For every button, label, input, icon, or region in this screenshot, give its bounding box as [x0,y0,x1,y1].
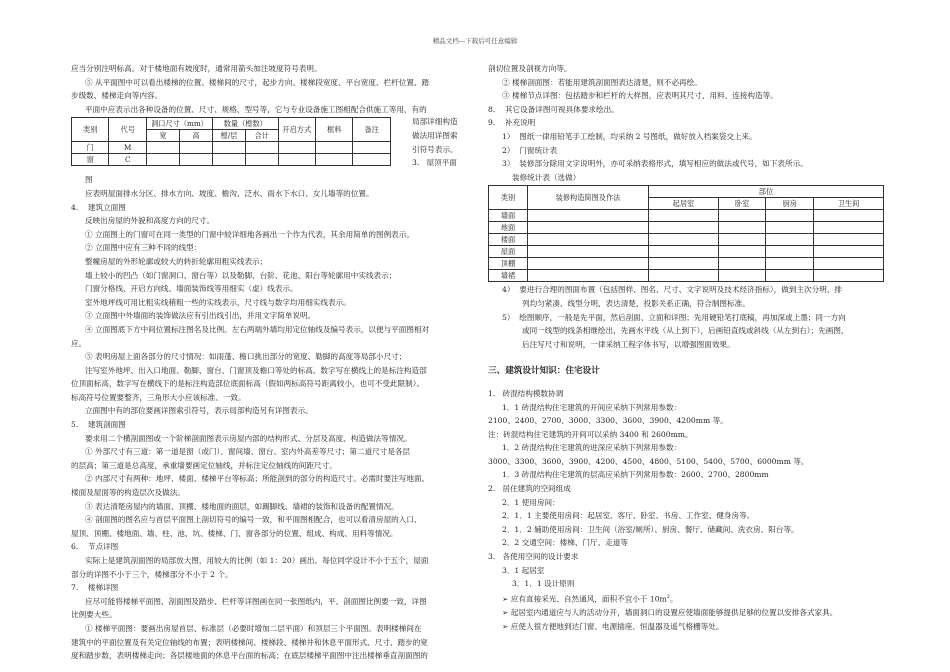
text-line: ① 立面图上的门窗可在同一类型的门窗中较详细地各画出一个作为代表，其余用简单的图例表示。 [85,229,414,239]
decoration-table [488,185,884,282]
text-line: 屋顶、顶棚、楼地面、墙、柱、池、坑、楼梯、门、窗各部分的位置、组成、构成、用料等情况。 [71,528,398,538]
table-header: 类别 [489,186,528,210]
table-row [489,222,884,234]
table-row [489,210,884,222]
table-header: 合计 [245,130,278,142]
text-line: 或同一线型的线条相继绘出，先画水平线（从上到下），后画铅直线或斜线（从左到右）；先画图， [522,326,849,336]
table-header: 类别 [72,118,109,142]
text-line: 整幢房屋的外形轮廓或较大的转折轮廓用粗实线表示； [85,256,268,266]
bullet-text: 应使人很方便地到达门窗、电源插座、恒温器及遥气格栅等处。 [510,621,724,631]
text-line: 墙上较小的凹凸（如门窗洞口、窗台等）以及勒脚、台阶、花池、阳台等轮廓用中实线表示； [85,270,397,280]
text-line: 1．3 砖混结构住宅建筑的层高应采纳下列常用参数：2600、2700、2800mm [502,470,769,480]
text-line: ① 外部尺寸有三道：第一道是窗（或门）、窗间墙、窗台、室内外高差等尺寸；第二道尺寸是各层 [85,447,411,457]
table-header: 卧室 [718,198,766,210]
text-line: 3．1．1 设计原则 [512,579,575,589]
text-line: 注：砖混结构住宅建筑的开间可以采纳 3400 和 2600mm。 [488,429,693,439]
text-line: 图 [85,175,93,185]
text-line: 1） 图纸一律用铅笔手工绘制，均采纳 2 号图纸，做好放入档案袋交上来。 [502,131,757,141]
text-line: 3．1 起居室 [502,565,545,575]
table-header: 起居室 [649,198,719,210]
text-line: ① 楼梯平面图：要画出房屋首层、标准层（必要时增加二层平面）和顶层三个平面图。表明楼梯间在 [85,623,422,633]
table-header: 高 [179,130,212,142]
table-row [489,258,884,270]
text-line: 立面图中有的部位要画详图索引符号，表示局部构造另有详图表示。 [85,406,313,416]
bullet-arrow-icon: ➢ [502,621,509,631]
table-caption: 装修统计表（选做） [512,172,581,182]
text-line: 4） 要进行合理的图面布置（包括图样、图名、尺寸、文字说明及技术经济指标），做到主次分明、排 [502,285,842,295]
table-row [489,234,884,246]
text-line: ③ 立面图中外墙面的装饰做法应有引出线引出，并用文字简单说明。 [85,311,316,321]
text-line: 平面中应表示出各种设备的位置、尺寸、规格、型号等，它与专业设备施工图相配合供施工等用，有的 [85,104,427,114]
text-line: 2．1 使用房间： [502,497,560,507]
text-line: 应当分别注明标高。对于楼地面有坡度时，通常用箭头加注坡度符号表明。 [71,64,322,73]
text-line: 比例要大些。 [71,610,117,620]
text-line: 步级数、楼梯走向等内容。 [71,91,163,101]
text-line: 反映出房屋的外貌和高度方向的尺寸。 [85,216,215,226]
text-line: ④ 立面图底下方中间位置标注图名及比例。左右两端外墙均用定位轴线及编号表示，以便与平面图相对 [85,324,430,334]
text-line: 引符号表示。 [412,144,458,154]
text-line: 的层高；第三道是总高度，承重墙要画定位轴线，并标注定位轴线的间距尺寸。 [71,460,337,470]
table-header: 厨房 [766,198,814,210]
text-line: 注写室外地坪、出入口地面、勒脚、窗台、门窗顶及檐口等处的标高。数字写在横线上的是标注构造部 [85,365,427,375]
table-cell: 屋面 [489,246,528,258]
text-line: 门窗分格线、开启方向线、墙面装饰线等用细实（虚）线表示。 [85,284,298,294]
text-line: 剖切位置及剖视方向等。 [488,64,572,73]
table-header: 洞口尺寸（mm） [146,118,212,130]
section-title: 三、建筑设计知识：住宅设计 [488,366,600,377]
text-line: 2. 居住建筑的空间组成 [488,484,571,494]
table-cell: 门 [72,142,109,154]
table-cell: 顶棚 [489,258,528,270]
bullet-item [488,620,884,634]
text-line: 列均匀紧凑、线型分明、表达清楚、投影关系正确，符合制图标准。 [522,298,750,308]
text-line: 3. 屋顶平面 [412,158,457,168]
table-cell: M [109,142,146,154]
text-line: 5） 绘图顺序，一般是先平面，然后剖面、立面和详图；先用硬铅笔打底稿，再加深或上墨；同一方向 [502,312,846,322]
text-line: 后注写尺寸和说明，一律采纳工程字体书写，以增强图面效果。 [522,339,735,349]
text-line: 3000、3300、3600、3900、4200、4500、4800、5100、5400、5700、6000mm 等。 [488,456,809,466]
text-line: 标高符号位置要整齐，三角形大小应该标准、一致。 [71,392,246,402]
table-cell: 楼面 [489,234,528,246]
text-line: 2．1．1 主要使用房间：起居室、客厅、卧室、书房、工作室、健身房等。 [502,511,755,521]
table-header: 部位 [649,186,884,198]
table-header: 宽 [146,130,179,142]
text-line: 2．2 交通空间：楼梯、门厅、走道等 [502,538,628,548]
bullet-arrow-icon: ➢ [502,607,509,617]
bullet-text-end: 。 [669,594,678,604]
text-line: ⑤ 表明房屋上面各部分的尺寸情况：如雨蓬、檐口挑出部分的宽度、勒脚的高度等局部小尺寸； [85,352,407,362]
text-line: ② 立面图中应有三种不同的线型： [85,243,202,253]
section-heading: 4. 建筑立面图 [71,202,126,212]
table-header: 开启方式 [278,118,315,142]
section-heading: 6. 节点详图 [71,542,119,552]
text-line: 室外地坪线可用比粗实线稍粗一些的实线表示，尺寸线与数字均用细实线表示。 [85,297,351,307]
table-cell: C [109,154,146,166]
text-line: 局部详细构造 [412,117,458,127]
table-cell: 墙面 [489,210,528,222]
table-header: 数量（樘数） [213,118,279,130]
text-line: 1．1 砖混结构住宅建筑的开间应采纳下列常用参数： [502,402,682,412]
text-line: 2） 门窗统计表 [502,145,558,155]
text-line: ⑤ 从平面图中可以看出楼梯的位置、楼梯间的尺寸，起步方向、楼梯段宽度、平台宽度、栏杆位置、踏 [85,77,430,87]
text-line: 建筑中的平面位置及有关定位轴线的布置；表明楼梯间、楼梯段、楼梯井和休息平面形式、尺寸、踏步的宽 [71,637,428,647]
text-line: ③ 楼梯节点详图：包括踏步和栏杆的大样图，应表明其尺寸、用料、连接构造等。 [502,91,778,101]
bullet-text: 起居室内通道应与人的活动分开，墙面洞口的设置应使墙面能够提供足够的位置以安排各式家具。 [510,607,838,617]
bullet-item [488,591,884,606]
table-header: 装修构造简图及作法 [528,186,649,210]
left-column [71,62,469,663]
text-line: 楼面及屋面等的构造层次及做法。 [71,488,185,498]
text-line: 1．2 砖混结构住宅建筑的进深应采纳下列常用参数： [502,443,682,453]
right-column [488,62,884,633]
side-text [412,115,458,169]
text-line: 应表明屋面排水分区、排水方向、坡度、檐沟、泛水、雨水下水口、女儿墙等的位置。 [85,188,374,198]
text-line: 8. 其它设备详图可视具体要求绘出。 [488,104,619,114]
text-line: 3. 各使用空间的设计要求 [488,552,579,562]
text-line: 3） 装修部分除用文字说明外，亦可采纳表格形式，填写相应的做法或代号，如下表所示。 [502,159,808,169]
table-cell: 窗 [72,154,109,166]
text-line: ② 内部尺寸有两种：地坪、楼面、楼梯平台等标高；所能剖到的部分的构造尺寸。必需时要注写地面、 [85,474,430,484]
door-window-table-block [71,117,469,166]
section-heading: 7. 楼梯详图 [71,583,119,593]
table-cell: 墙裙 [489,270,528,282]
text-line: 度和踏步数，表明楼梯走向；各层楼地面的休息平台面的标高；在底层楼梯平面图中注出楼梯垂直剖面图的 [71,651,428,661]
text-line: 部分的详图不小于三个，楼梯部分不小于 2 个。 [71,569,233,579]
table-header: 备注 [353,118,391,142]
text-line: 9. 补充说明 [488,118,536,128]
text-line: 做法用详图索 [412,130,458,140]
table-row [72,154,391,166]
text-line: ④ 剖面图的图名应与首层平面图上剖切符号的编号一致，和平面图相配合，也可以看清房屋的入口、 [85,515,422,525]
bullet-text: 应有直接采光、自然通风，面积不宜小于 10m [510,594,667,604]
door-window-table [71,117,391,166]
bullet-arrow-icon: ➢ [502,594,509,604]
text-line: 1. 砖混结构模数协调 [488,388,564,398]
text-line: 要求用二个横剖面图或一个阶梯剖面图表示房屋内部的结构形式、分层及高度、构造做法等情况。 [85,433,412,443]
text-line: 实际上是建筑剖面图的局部放大图，用较大的比例（如 1：20）画出。每位同学设计不小于五个，屋面 [85,556,429,565]
superscript: 2 [666,593,670,600]
table-row [489,270,884,282]
bullet-item [488,606,884,620]
table-row [489,246,884,258]
section-heading: 5. 建筑剖面图 [71,420,126,430]
table-header: 卫生间 [814,198,884,210]
table-header: 代号 [109,118,146,142]
text-line: ③ 表达清楚房屋内的墙面、顶棚、楼地面的面层，如踢脚线、墙裙的装饰和设备的配置情况。 [85,501,399,511]
table-header: 框料 [316,118,353,142]
text-line: 应。 [71,338,87,348]
text-line: 位顶面标高，数字写在横线下的是标注构造部位底面标高（假如两标高符号距离较小，也可不受此限制）。 [71,379,425,389]
text-line: 应尽可能将楼梯平面图、剖面图及踏步、栏杆等详图画在同一张图纸内，平、剖面图比例要一致，详图 [85,596,427,606]
page-header: 精品文档---下载后可任意编辑 [432,37,518,45]
text-line: 2．1．2 辅助使用房间：卫生间（浴室/厕所）、厨房、餐厅、储藏间、洗衣房、阳台等。 [502,524,799,534]
text-line: ② 楼梯剖面图：若能用建筑剖面图表达清楚，则不必再绘。 [502,77,702,87]
table-row [72,142,391,154]
text-line: 2100、2400、2700、3000、3300、3600、3900、4200mm 等。 [488,416,728,426]
table-cell: 地面 [489,222,528,234]
table-header: 樘/层 [213,130,246,142]
